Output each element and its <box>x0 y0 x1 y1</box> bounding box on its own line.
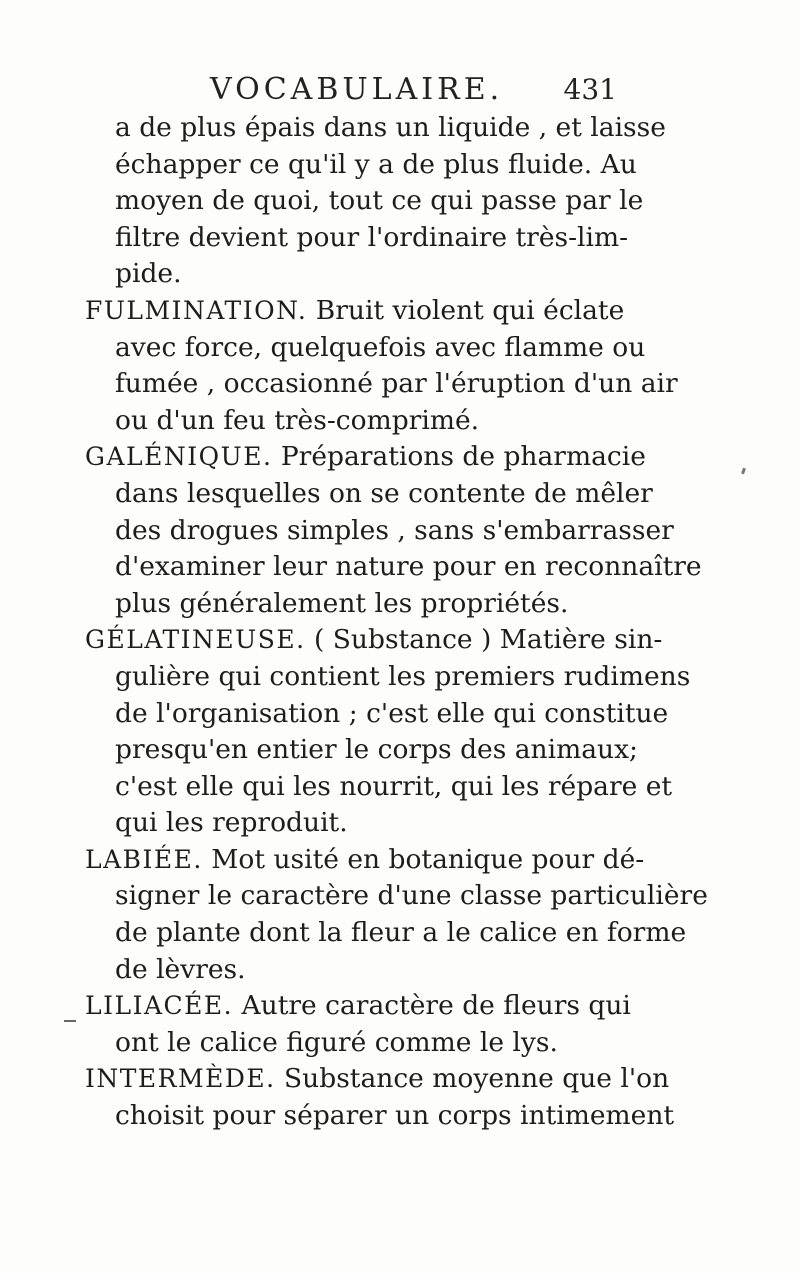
headword: FULMINATION. <box>85 295 308 325</box>
headword: GALÉNIQUE. <box>85 442 273 472</box>
text-line: choisit pour séparer un corps intimement <box>115 1100 675 1132</box>
entry-line-fulmination: FULMINATION. Bruit violent qui éclate <box>85 294 625 326</box>
text-line: presqu'en entier le corps des animaux; <box>115 734 638 766</box>
paper-speck <box>741 468 746 475</box>
text-line: pide. <box>115 258 182 290</box>
page-number: 431 <box>563 73 617 106</box>
text-line: d'examiner leur nature pour en reconnaître <box>115 551 702 583</box>
text-line: signer le caractère d'une classe particulière <box>115 880 708 912</box>
text-line: fumée , occasionné par l'éruption d'un air <box>115 368 678 400</box>
text-line: c'est elle qui les nourrit, qui les répare et <box>115 770 673 802</box>
margin-mark <box>64 1020 76 1022</box>
headword: LABIÉE. <box>85 844 203 874</box>
running-head <box>85 70 625 110</box>
entry-line-galenique: GALÉNIQUE. Préparations de pharmacie <box>85 441 646 473</box>
headword: LILIACÉE. <box>85 991 234 1021</box>
entry-line-labiee: LABIÉE. Mot usité en botanique pour dé- <box>85 843 645 875</box>
text-line: avec force, quelquefois avec flamme ou <box>115 331 646 363</box>
entry-line-intermede: INTERMÈDE. Substance moyenne que l'on <box>85 1063 670 1095</box>
text-line: de plante dont la fleur a le calice en forme <box>115 917 687 949</box>
text-line: gulière qui contient les premiers rudimens <box>115 660 691 692</box>
text-line: ou d'un feu très-comprimé. <box>115 404 480 436</box>
running-title: VOCABULAIRE. <box>210 72 504 107</box>
text-line: ont le calice figuré comme le lys. <box>115 1026 558 1058</box>
text-line: dans lesquelles on se contente de mêler <box>115 477 653 509</box>
text-line: échapper ce qu'il y a de plus fluide. Au <box>115 148 637 180</box>
text-line: plus généralement les propriétés. <box>115 587 569 619</box>
text-line: de lèvres. <box>115 953 246 985</box>
text-line: moyen de quoi, tout ce qui passe par le <box>115 185 644 217</box>
text-line: a de plus épais dans un liquide , et laisse <box>115 112 666 143</box>
text-line: qui les reproduit. <box>115 807 348 839</box>
entry-line-gelatineuse: GÉLATINEUSE. ( Substance ) Matière sin- <box>85 624 663 656</box>
text-line: des drogues simples , sans s'embarrasser <box>115 514 674 546</box>
vocabulary-text <box>85 110 708 1135</box>
headword: GÉLATINEUSE. <box>85 625 306 655</box>
entry-line-liliacee: LILIACÉE. Autre caractère de fleurs qui <box>85 990 631 1022</box>
headword: INTERMÈDE. <box>85 1064 276 1094</box>
text-line: de l'organisation ; c'est elle qui constitue <box>115 697 669 729</box>
text-line: filtre devient pour l'ordinaire très-lim- <box>115 221 629 253</box>
